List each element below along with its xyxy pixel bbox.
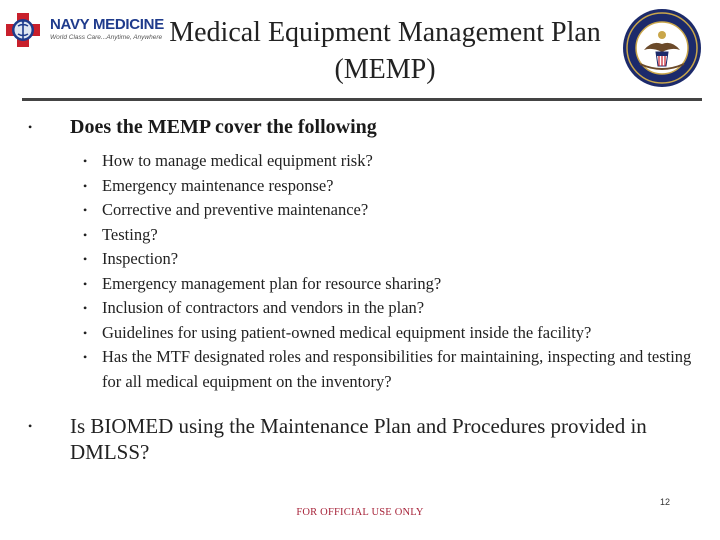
bullet-icon: • — [83, 178, 88, 193]
sub-bullet-item — [28, 345, 708, 394]
main-bullet-item — [28, 114, 708, 140]
page-number: 12 — [660, 497, 671, 507]
bullet-icon: • — [83, 325, 88, 340]
header-divider — [22, 98, 702, 101]
bullet-icon: • — [83, 252, 88, 266]
sub-bullet-text: Guidelines for using patient-owned medical equipment inside the facility? — [102, 322, 592, 342]
navy-medicine-logo — [4, 6, 164, 58]
bullet-icon: • — [83, 227, 88, 242]
sub-bullet-item — [28, 247, 708, 272]
main-bullet-text: Does the MEMP cover the following — [70, 116, 377, 138]
sub-bullet-text: Corrective and preventive maintenance? — [102, 200, 369, 219]
bullet-icon: • — [83, 301, 88, 315]
sub-bullet-text: Has the MTF designated roles and responsibilities for maintaining, inspecting and testing for all medical equipment on the inventory? — [102, 347, 692, 391]
sub-bullet-list — [28, 149, 708, 394]
slide-title: Medical Equipment Management Plan (MEMP) — [169, 17, 601, 85]
bullet-icon: • — [28, 419, 33, 433]
logo-name: NAVY MEDICINE — [50, 16, 164, 33]
sub-bullet-item — [28, 321, 708, 346]
bullet-icon: • — [28, 120, 33, 134]
sub-bullet-item — [28, 198, 708, 223]
second-bullet-text: Is BIOMED using the Maintenance Plan and Procedures provided in DMLSS? — [70, 414, 647, 464]
sub-bullet-text: How to manage medical equipment risk? — [102, 151, 373, 170]
sub-bullet-item — [28, 272, 708, 297]
bullet-icon: • — [83, 154, 88, 168]
bullet-icon: • — [83, 276, 88, 291]
navy-medicine-emblem-icon — [4, 6, 50, 58]
classification-footer: FOR OFFICIAL USE ONLY — [296, 507, 424, 518]
sub-bullet-item — [28, 223, 708, 248]
sub-bullet-item — [28, 149, 708, 174]
sub-bullet-text: Testing? — [102, 224, 158, 244]
bullet-icon: • — [83, 350, 88, 364]
sub-bullet-text: Inspection? — [102, 249, 179, 268]
sub-bullet-item — [28, 174, 708, 199]
slide-body — [28, 114, 708, 465]
sub-bullet-text: Inclusion of contractors and vendors in the plan? — [102, 298, 425, 317]
bullet-icon: • — [83, 203, 88, 217]
navy-department-seal-icon — [622, 8, 702, 88]
sub-bullet-text: Emergency maintenance response? — [102, 175, 334, 195]
sub-bullet-text: Emergency management plan for resource sharing? — [102, 273, 442, 293]
second-bullet-item — [28, 413, 708, 465]
sub-bullet-item — [28, 296, 708, 321]
logo-tagline: World Class Care...Anytime, Anywhere — [50, 34, 163, 41]
